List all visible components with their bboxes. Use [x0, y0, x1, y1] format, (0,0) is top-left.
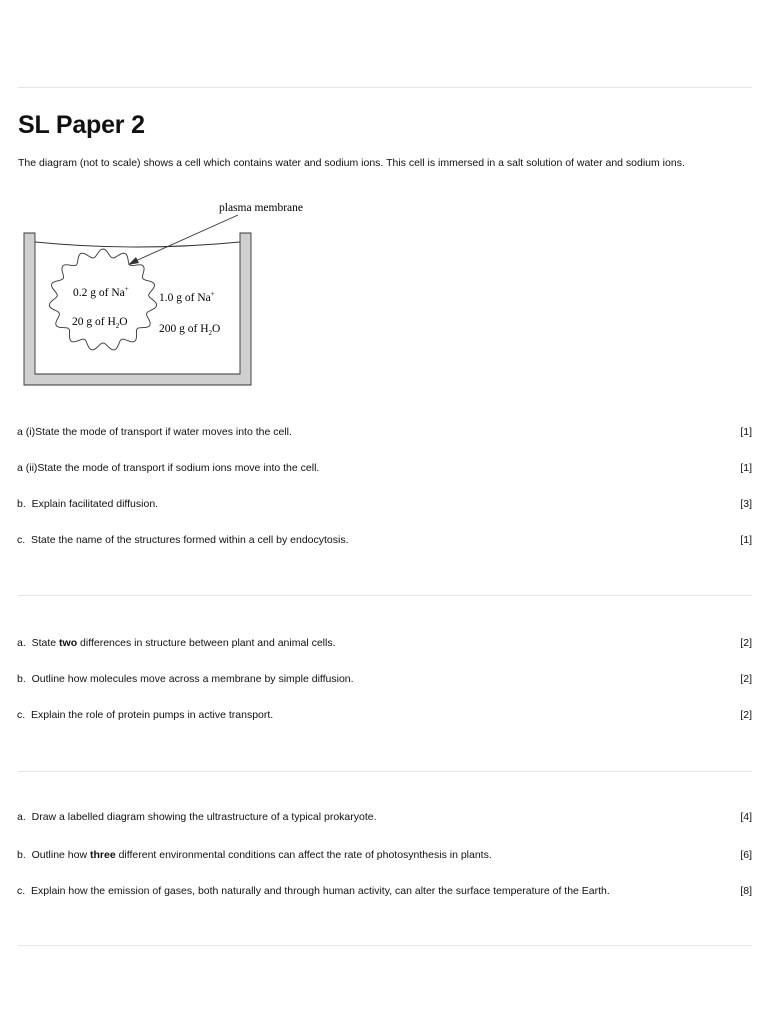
question-number: a (ii): [17, 462, 38, 474]
marks-3a: [4]: [740, 811, 752, 823]
bottom-divider: [18, 945, 752, 946]
cell-diagram: [0, 0, 330, 395]
question-1b: [17, 498, 158, 510]
arrowhead: [128, 257, 139, 265]
inside-water-label: 20 g of $H_2O$: [72, 316, 128, 330]
marks-3c: [8]: [740, 885, 752, 897]
question-number: b.: [17, 849, 26, 861]
marks-2b: [2]: [740, 673, 752, 685]
question-3b: b. Outline how three different environmental conditions can affect the rate of photosynthesis in plants.: [17, 849, 492, 861]
cell-outline: [49, 249, 156, 350]
inside-sodium-label: 0.2 g of Na+: [73, 285, 129, 299]
question-number: a.: [17, 637, 26, 649]
question-number: b.: [17, 673, 26, 685]
page-title: SL Paper 2: [18, 111, 145, 139]
question-1a-i: [17, 426, 292, 438]
question-2c: [17, 709, 273, 721]
outside-water-label: 200 g of $H_2O$: [159, 323, 221, 337]
membrane-label: plasma membrane: [219, 202, 303, 214]
question-text: Explain the role of protein pumps in active transport.: [31, 709, 274, 721]
question-number: c.: [17, 534, 26, 546]
question-number: c.: [17, 885, 26, 897]
question-3c: [17, 885, 610, 897]
emphasis: three: [89, 849, 116, 861]
question-number: a.: [17, 811, 26, 823]
question-text: Outline how molecules move across a membrane by simple diffusion.: [31, 673, 354, 685]
emphasis: two: [59, 637, 78, 649]
question-1a-ii: [17, 462, 319, 474]
membrane-arrow: [131, 215, 238, 263]
question-2b: [17, 673, 354, 685]
section-divider: [18, 595, 752, 596]
marks-1c: [1]: [740, 534, 752, 546]
water-surface: [35, 242, 240, 247]
question-number: b.: [17, 498, 26, 510]
question-2a: a. State two differences in structure between plant and animal cells.: [17, 637, 336, 649]
marks-1a-ii: [1]: [740, 462, 752, 474]
question-number: c.: [17, 709, 26, 721]
question-text: State the name of the structures formed within a cell by endocytosis.: [31, 534, 349, 546]
marks-2c: [2]: [740, 709, 752, 721]
question-text: State the mode of transport if water moves into the cell.: [35, 426, 292, 438]
outside-sodium-label: 1.0 g of Na+: [159, 290, 215, 304]
question-text: Explain how the emission of gases, both naturally and through human activity, can alter the surface temperature of the Earth.: [31, 885, 610, 897]
question-number: a (i): [17, 426, 36, 438]
section-divider: [18, 771, 752, 772]
question-intro: The diagram (not to scale) shows a cell which contains water and sodium ions. This cell is immersed in a salt solution of water and sodium ions.: [18, 157, 685, 169]
beaker: [24, 233, 251, 385]
marks-1b: [3]: [740, 498, 752, 510]
question-text: Explain facilitated diffusion.: [31, 498, 159, 510]
marks-3b: [6]: [740, 849, 752, 861]
question-text: State the mode of transport if sodium ions move into the cell.: [37, 462, 320, 474]
question-3a: [17, 811, 377, 823]
question-1c: [17, 534, 349, 546]
marks-2a: [2]: [740, 637, 752, 649]
marks-1a-i: [1]: [740, 426, 752, 438]
question-text: Draw a labelled diagram showing the ultrastructure of a typical prokaryote.: [31, 811, 377, 823]
